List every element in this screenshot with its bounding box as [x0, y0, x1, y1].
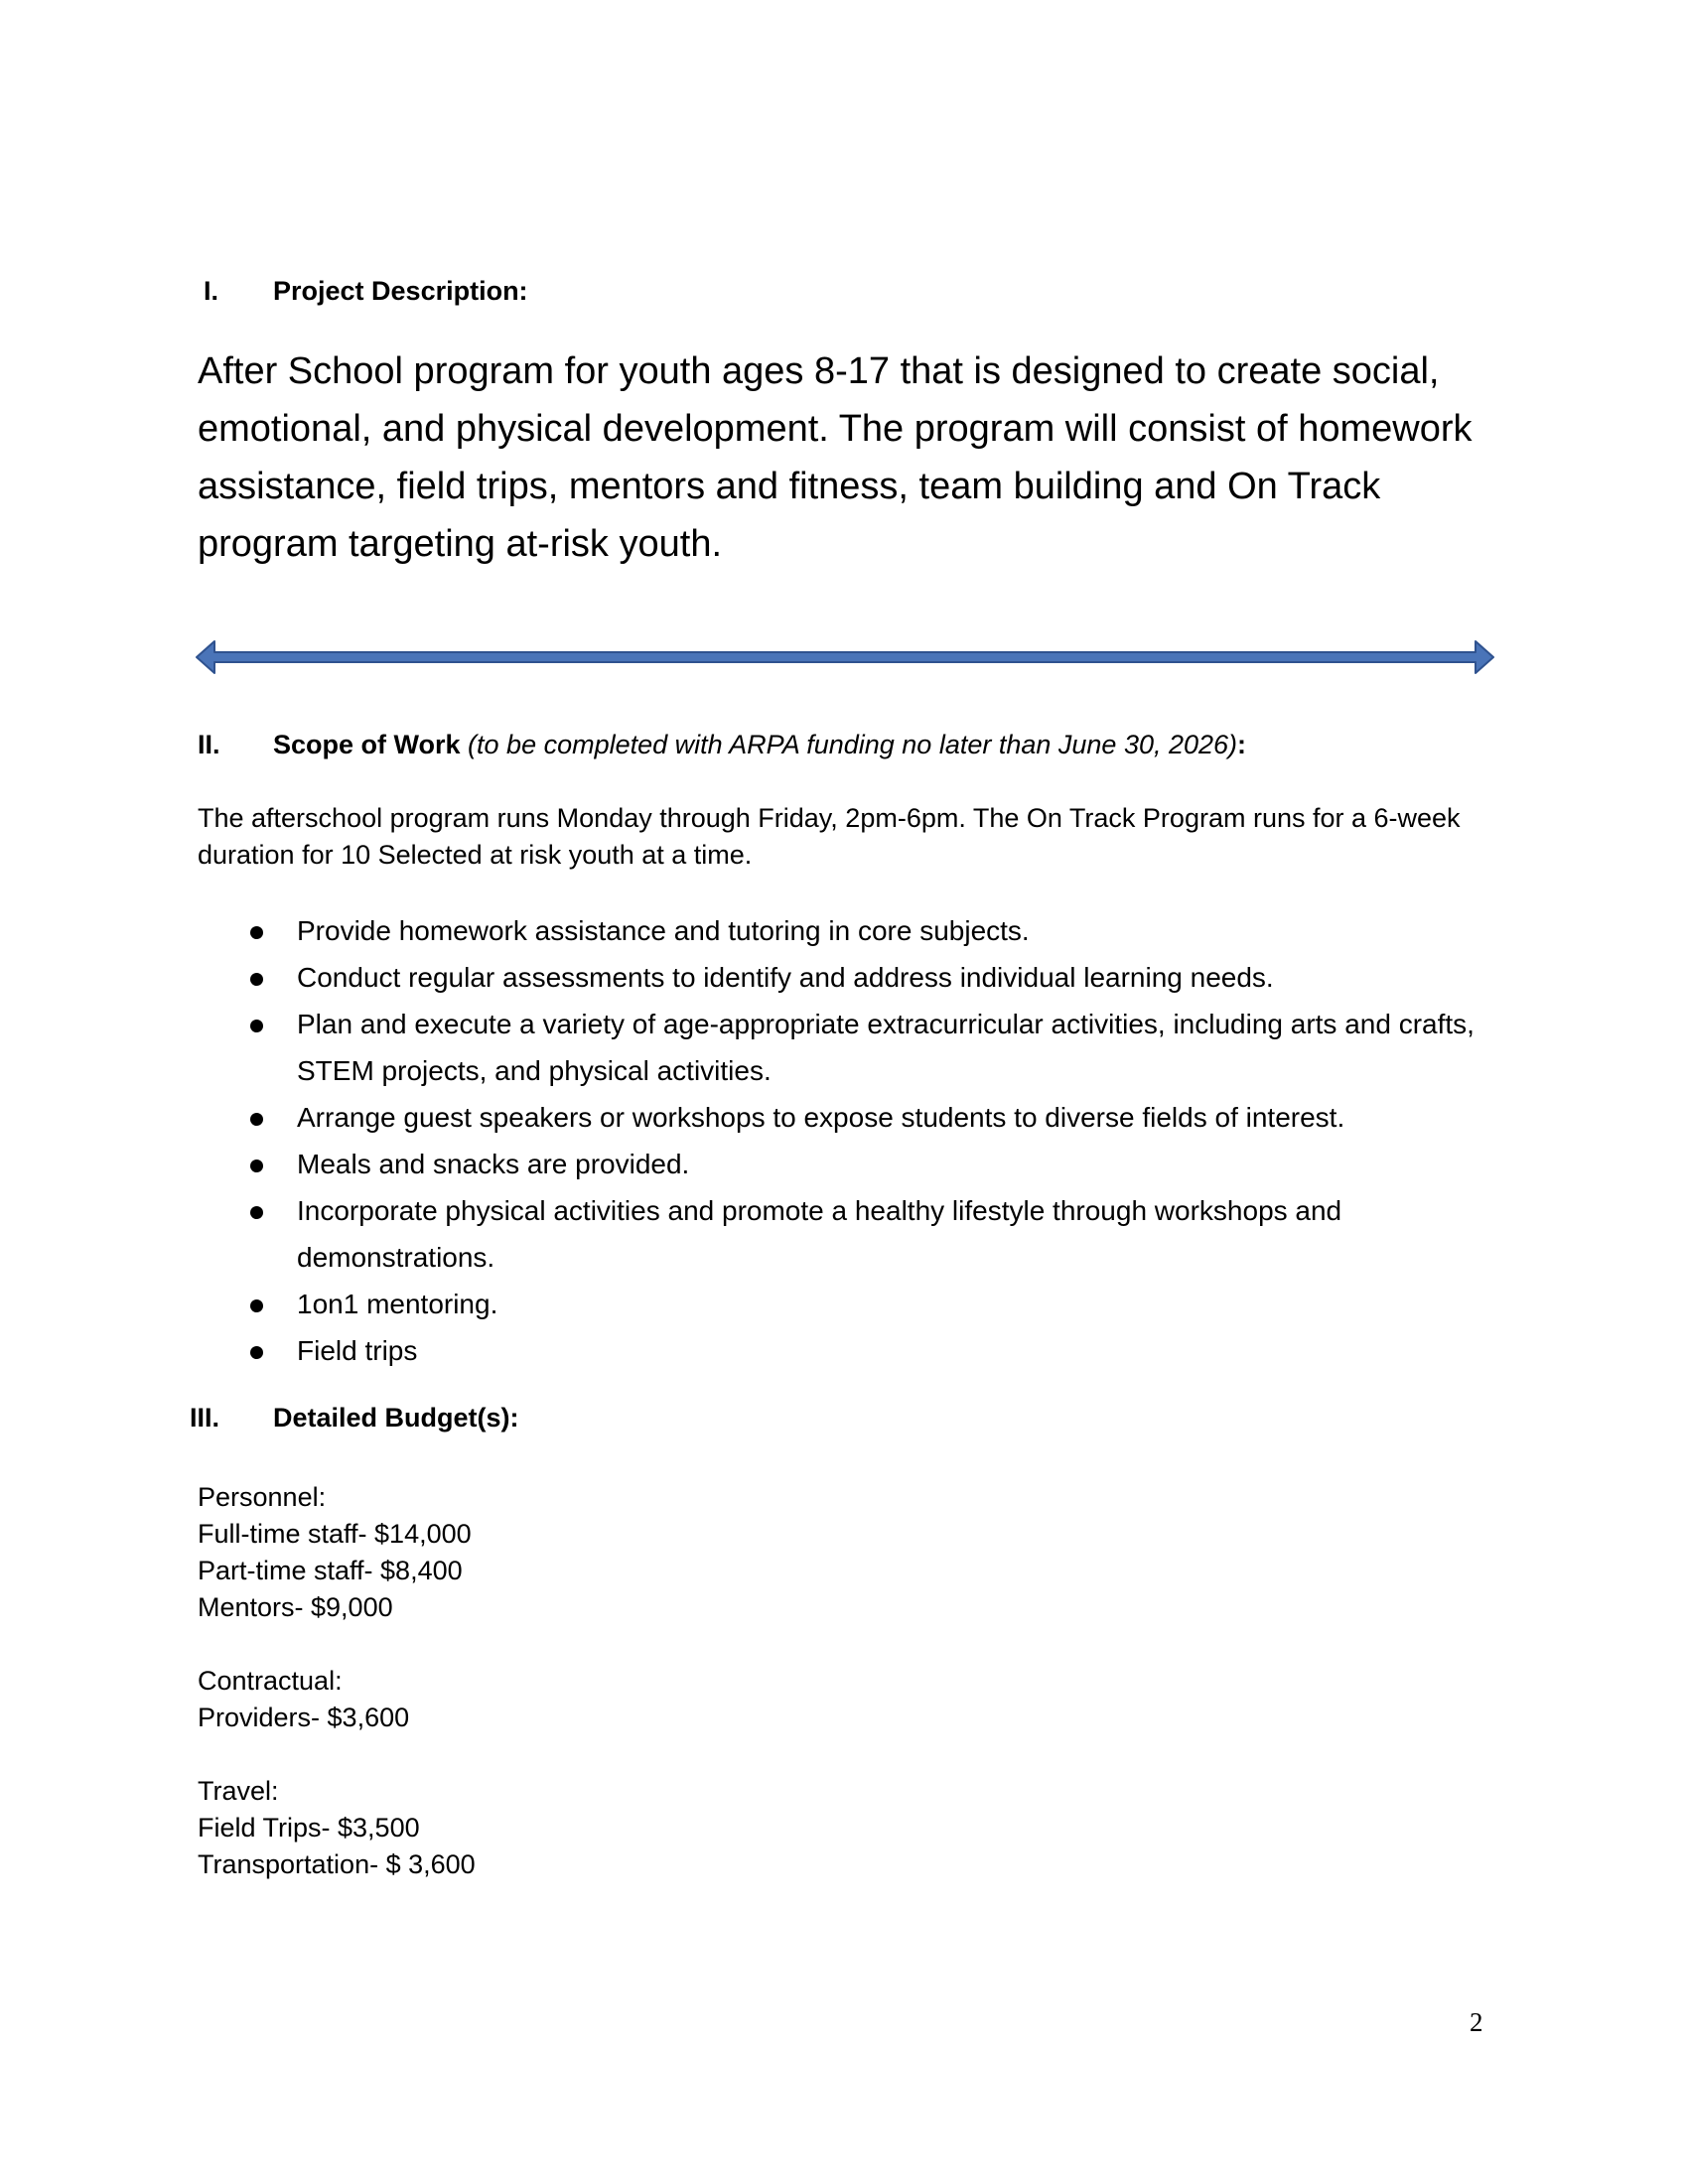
list-item	[198, 907, 1488, 954]
budget-contractual	[198, 1663, 793, 1736]
list-item-text: Incorporate physical activities and promote a healthy lifestyle through workshops and demonstrations.	[297, 1195, 1342, 1273]
bullet-icon	[250, 1206, 263, 1219]
list-item	[198, 954, 1488, 1001]
section-number: I.	[204, 276, 219, 306]
list-item-text: Conduct regular assessments to identify and address individual learning needs.	[297, 962, 1274, 993]
section-title	[273, 729, 1246, 760]
section-number: II.	[198, 730, 220, 759]
budget-category-heading: Contractual:	[198, 1666, 343, 1696]
list-item-text: Arrange guest speakers or workshops to expose students to diverse fields of interest.	[297, 1102, 1345, 1133]
bullet-icon	[250, 1346, 263, 1359]
budget-line-item: Field Trips- $3,500	[198, 1813, 420, 1843]
budget-line-item: Part-time staff- $8,400	[198, 1556, 463, 1585]
list-item-text: 1on1 mentoring.	[297, 1289, 498, 1319]
bullet-icon	[250, 973, 263, 986]
budget-travel	[198, 1773, 793, 1883]
section-title-text: Scope of Work	[273, 730, 461, 759]
list-item	[198, 1281, 1488, 1327]
list-item-text: Plan and execute a variety of age-appropriate extracurricular activities, including arts and crafts, STEM projects, and physical activities.	[297, 1009, 1475, 1086]
page-number: 2	[1470, 2007, 1483, 2037]
project-description-text: After School program for youth ages 8-17 that is designed to create social, emotional, and physical development. The program will consist of homework assistance, field trips, mentors and fitness, team building and On Track program targeting at-risk youth.	[198, 350, 1473, 565]
list-item	[198, 1141, 1488, 1187]
list-item-text: Provide homework assistance and tutoring in core subjects.	[297, 915, 1030, 946]
budget-line-item: Providers- $3,600	[198, 1703, 410, 1732]
bullet-icon	[250, 1020, 263, 1032]
budget-line-item: Full-time staff- $14,000	[198, 1519, 472, 1549]
section-title-suffix: :	[1237, 730, 1247, 759]
list-item	[198, 1001, 1488, 1094]
list-item	[198, 1094, 1488, 1141]
budget-personnel	[198, 1479, 793, 1626]
section-title: Detailed Budget(s):	[273, 1403, 519, 1433]
bullet-icon	[250, 1299, 263, 1312]
list-item-text: Field trips	[297, 1335, 418, 1366]
list-item	[198, 1187, 1488, 1281]
scope-intro-text: The afterschool program runs Monday through Friday, 2pm-6pm. The On Track Program runs for a 6-week duration for 10 Selected at risk youth at a time.	[198, 803, 1461, 870]
bullet-icon	[250, 1113, 263, 1126]
bullet-icon	[250, 926, 263, 939]
section-title: Project Description:	[273, 276, 528, 306]
scope-bullet-list	[198, 907, 1488, 1374]
budget-category-heading: Travel:	[198, 1776, 279, 1806]
section-title-note: (to be completed with ARPA funding no later than June 30, 2026)	[468, 730, 1238, 759]
double-arrow-divider	[195, 637, 1495, 677]
section-number: III.	[190, 1403, 220, 1433]
list-item-text: Meals and snacks are provided.	[297, 1149, 690, 1179]
list-item	[198, 1327, 1488, 1374]
budget-category-heading: Personnel:	[198, 1482, 327, 1512]
budget-line-item: Mentors- $9,000	[198, 1592, 393, 1622]
bullet-icon	[250, 1160, 263, 1172]
budget-line-item: Transportation- $ 3,600	[198, 1849, 476, 1879]
